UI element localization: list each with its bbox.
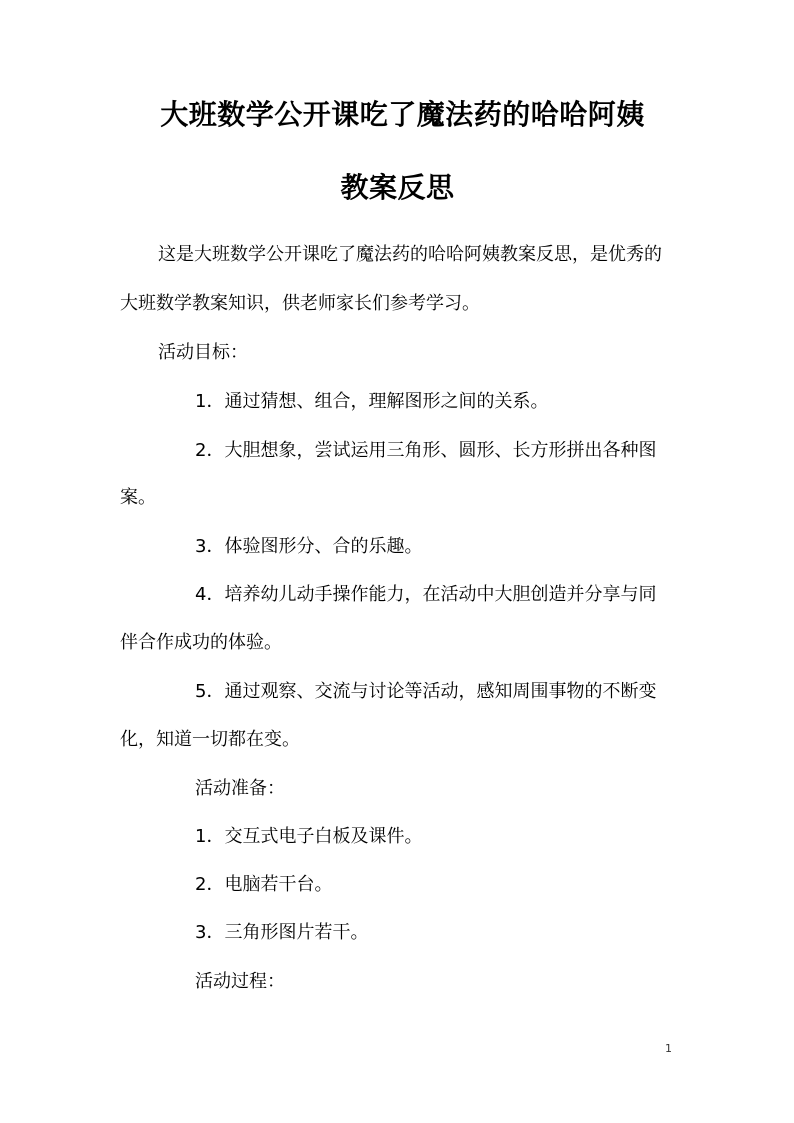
goal-item-2-line-2: 案。 bbox=[120, 487, 156, 508]
goal-item-4-line-1: 4．培养幼儿动手操作能力，在活动中大胆创造并分享与同 bbox=[195, 584, 657, 605]
intro-paragraph-line-2: 大班数学教案知识，供老师家长们参考学习。 bbox=[120, 293, 480, 314]
document-title-line-2: 教案反思 bbox=[340, 171, 455, 204]
goal-item-4-line-2: 伴合作成功的体验。 bbox=[120, 632, 282, 653]
goal-item-2-line-1: 2．大胆想象，尝试运用三角形、圆形、长方形拼出各种图 bbox=[195, 440, 657, 461]
document-title-line-1: 大班数学公开课吃了魔法药的哈哈阿姨 bbox=[160, 98, 645, 131]
goals-heading: 活动目标： bbox=[158, 342, 248, 363]
preparation-heading: 活动准备： bbox=[195, 778, 285, 799]
preparation-item-1: 1．交互式电子白板及课件。 bbox=[195, 826, 423, 847]
page-number: 1 bbox=[665, 1042, 672, 1055]
goal-item-1: 1．通过猜想、组合，理解图形之间的关系。 bbox=[195, 391, 549, 412]
preparation-item-3: 3．三角形图片若干。 bbox=[195, 922, 369, 943]
preparation-item-2: 2．电脑若干台。 bbox=[195, 874, 333, 895]
goal-item-5-line-1: 5．通过观察、交流与讨论等活动，感知周围事物的不断变 bbox=[195, 681, 657, 702]
process-heading: 活动过程： bbox=[195, 971, 285, 992]
intro-paragraph-line-1: 这是大班数学公开课吃了魔法药的哈哈阿姨教案反思，是优秀的 bbox=[158, 244, 662, 265]
goal-item-5-line-2: 化，知道一切都在变。 bbox=[120, 729, 300, 750]
goal-item-3: 3．体验图形分、合的乐趣。 bbox=[195, 536, 423, 557]
